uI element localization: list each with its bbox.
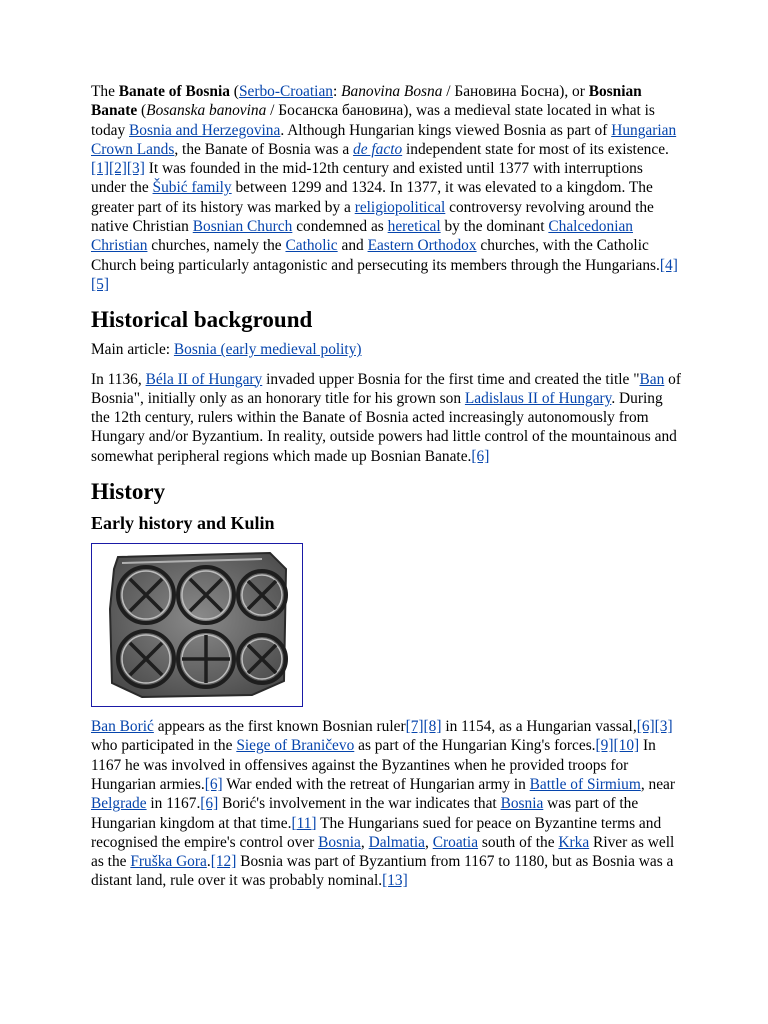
link-croatia[interactable]: Croatia (432, 833, 479, 851)
text: , (425, 833, 433, 851)
text: Bosnia was part of Byzantium from 1167 to 1180, but as Bosnia was a distant land, rule over it was probably nominal. (91, 853, 674, 890)
link-siege-of-branicevo[interactable]: Siege of Braničevo (236, 737, 355, 755)
link-chalcedonian-christian[interactable]: Chalcedonian Christian (91, 218, 633, 255)
text: . Although Hungarian kings viewed Bosnia as part of (280, 121, 612, 139)
article-body (91, 82, 681, 891)
heading-early-history: Early history and Kulin (91, 513, 275, 534)
ref-link[interactable]: [6] (200, 795, 219, 813)
link-bosnia[interactable]: Bosnia (318, 833, 361, 851)
link-krka[interactable]: Krka (558, 833, 590, 851)
text: appears as the first known Bosnian ruler (153, 718, 406, 736)
article-title-bold: Banate of Bosnia (118, 83, 230, 100)
text: was part of the Hungarian kingdom at that time. (91, 795, 639, 832)
text: controversy revolving around the native Christian (91, 198, 654, 236)
text: invaded upper Bosnia for the first time and created the title " (262, 370, 640, 388)
text: , (360, 833, 369, 851)
link-bosnia[interactable]: Bosnia (500, 795, 544, 813)
heading-history: History (91, 479, 166, 505)
ref-link[interactable]: [3] (654, 718, 673, 736)
latin-name: Banovina Bosna (341, 83, 443, 100)
text: , near (640, 775, 676, 793)
text: and (337, 237, 368, 255)
link-religiopolitical[interactable]: religiopolitical (354, 198, 446, 216)
link-dalmatia[interactable]: Dalmatia (368, 833, 426, 851)
text: / Босанска бановина), was a medieval state located in what is today (91, 102, 655, 139)
text: : (332, 83, 342, 100)
link-bosnian-church[interactable]: Bosnian Church (192, 218, 293, 236)
ref-link[interactable]: [6] (471, 447, 490, 465)
link-battle-of-sirmium[interactable]: Battle of Sirmium (529, 775, 641, 793)
text: River as well as the (91, 833, 675, 871)
link-belgrade[interactable]: Belgrade (91, 795, 147, 813)
alt-latin-name: Bosanska banovina (146, 102, 267, 120)
ref-link[interactable]: [6] (636, 718, 655, 736)
ref-link[interactable]: [1] (91, 160, 109, 178)
text: In 1136, (91, 370, 146, 388)
text: War ended with the retreat of Hungarian army in (222, 775, 530, 793)
link-bela-ii[interactable]: Béla II of Hungary (145, 370, 263, 388)
ref-link[interactable]: [5] (91, 275, 109, 293)
carved-stone-image[interactable] (91, 543, 303, 707)
link-ban[interactable]: Ban (639, 370, 665, 388)
main-article-note (91, 340, 681, 359)
text: In 1167 he was involved in offensives against the Byzantines when he provided troops for Hungarian armies. (91, 737, 656, 793)
ref-link[interactable]: [2] (108, 160, 127, 178)
link-subic-family[interactable]: Šubić family (152, 179, 232, 197)
ref-link[interactable]: [4] (659, 256, 678, 274)
text: as part of the Hungarian King's forces. (354, 737, 596, 755)
alt-title-bold: Bosnian Banate (91, 83, 642, 120)
link-main-article[interactable]: Bosnia (early medieval polity) (173, 341, 362, 359)
text: condemned as (292, 218, 388, 236)
text: south of the (478, 833, 559, 851)
text: in 1167. (146, 795, 201, 813)
text: / Бановина Босна), or (442, 83, 589, 100)
text: ( (137, 102, 147, 120)
ref-link[interactable]: [11] (291, 814, 317, 832)
history-paragraph (91, 717, 681, 891)
ref-link[interactable]: [9] (595, 737, 614, 755)
link-catholic[interactable]: Catholic (285, 237, 338, 255)
text: who participated in the (91, 737, 237, 755)
text: of Bosnia", initially only as an honorary title for his grown son (91, 370, 681, 407)
text: churches, with the Catholic Church being particularly antagonistic and persecuting its members through the Hungarians. (91, 237, 660, 274)
ref-link[interactable]: [7] (405, 718, 424, 736)
background-paragraph (91, 370, 681, 466)
ref-link[interactable]: [12] (210, 853, 237, 871)
text: It was founded in the mid-12th century and existed until 1377 with interruptions under the (91, 160, 643, 197)
text: between 1299 and 1324. In 1377, it was elevated to a kingdom. The greater part of its history was marked by a (91, 179, 653, 216)
link-ban-boric[interactable]: Ban Borić (91, 718, 154, 736)
text: . During the 12th century, rulers within the Banate of Bosnia acted increasingly autonomously from Hungary and/or Byzantium. In reality, outside powers had little control of the mountainous and somewhat peripheral regions which made up Bosnian Banate. (91, 389, 677, 465)
ref-link[interactable]: [8] (423, 718, 442, 736)
text: independent state for most of its existence. (402, 140, 669, 158)
ref-link[interactable]: [10] (613, 737, 640, 755)
text: The (91, 83, 119, 100)
text: Main article: (91, 341, 174, 359)
text: Borić's involvement in the war indicates that (218, 795, 501, 813)
text: by the dominant (440, 218, 549, 236)
text: ( (229, 83, 239, 100)
link-bosnia-and-herzegovina[interactable]: Bosnia and Herzegovina (129, 121, 281, 139)
ref-link[interactable]: [3] (126, 160, 145, 178)
link-serbo-croatian[interactable]: Serbo-Croatian (238, 83, 333, 100)
stone-slab-illustration (102, 549, 292, 701)
ref-link[interactable]: [6] (204, 775, 223, 793)
text: . (206, 853, 211, 871)
text: , the Banate of Bosnia was a (174, 140, 354, 158)
link-hungarian-crown-lands[interactable]: Hungarian Crown Lands (91, 121, 677, 158)
link-eastern-orthodox[interactable]: Eastern Orthodox (367, 237, 477, 255)
text: in 1154, as a Hungarian vassal, (441, 718, 637, 736)
link-heretical[interactable]: heretical (387, 218, 441, 236)
intro-paragraph (91, 82, 681, 294)
heading-historical-background: Historical background (91, 307, 313, 333)
link-ladislaus-ii[interactable]: Ladislaus II of Hungary (464, 389, 612, 407)
link-de-facto[interactable]: de facto (353, 140, 403, 158)
text: churches, namely the (147, 237, 286, 255)
ref-link[interactable]: [13] (382, 872, 408, 890)
text: The Hungarians sued for peace on Byzantine terms and recognised the empire's control over (91, 814, 662, 851)
link-fruska-gora[interactable]: Fruška Gora (130, 853, 207, 871)
